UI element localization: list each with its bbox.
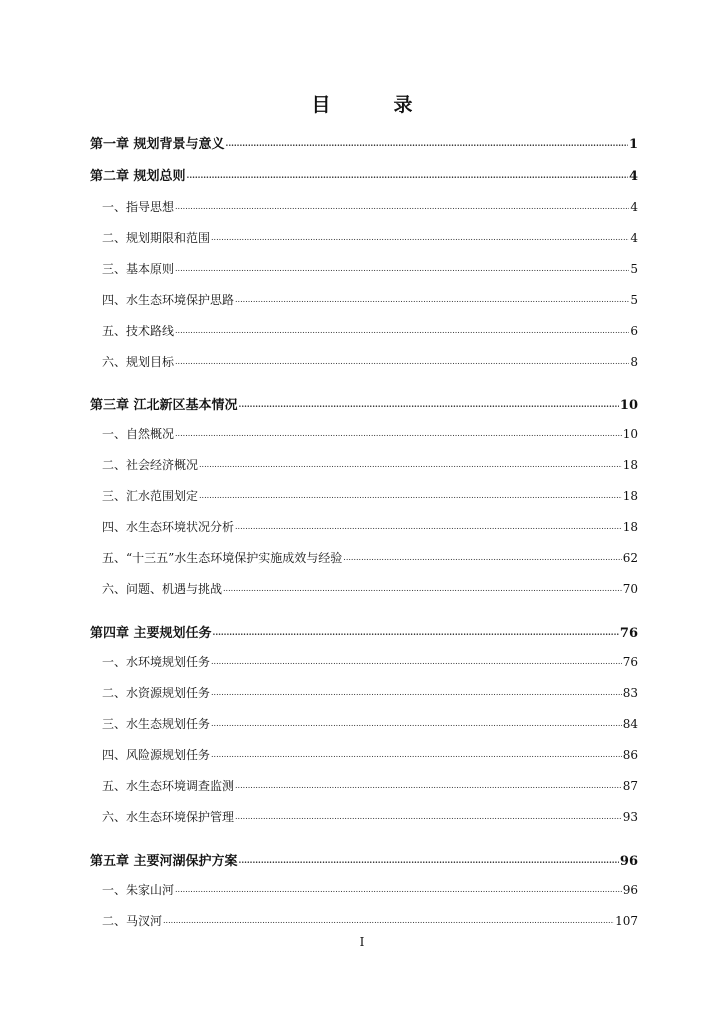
toc-entry-page: 62 — [622, 551, 638, 565]
toc-entry-page: 18 — [622, 520, 638, 534]
toc-entry-title: 五、技术路线 — [102, 324, 175, 338]
toc-entry-title: 二、社会经济概况 — [102, 458, 199, 472]
toc-section-entry[interactable] — [90, 353, 638, 373]
toc-section-entry[interactable] — [90, 518, 638, 538]
toc-chapter-entry[interactable] — [90, 622, 638, 642]
toc-section-entry[interactable] — [90, 260, 638, 280]
toc-section-entry[interactable] — [90, 456, 638, 476]
toc-entry-title: 第三章 江北新区基本情况 — [90, 398, 238, 413]
toc-section-entry[interactable] — [90, 808, 638, 828]
toc-entry-title: 第一章 规划背景与意义 — [90, 137, 225, 152]
toc-entry-title: 二、水资源规划任务 — [102, 686, 211, 700]
toc-entry-page: 87 — [622, 779, 638, 793]
toc-entry-title: 四、风险源规划任务 — [102, 748, 211, 762]
toc-dot-leader — [175, 322, 629, 336]
toc-entry-title: 五、水生态环境调查监测 — [102, 779, 235, 793]
toc-entry-page: 107 — [615, 914, 638, 928]
toc-section-entry[interactable] — [90, 715, 638, 735]
toc-entry-title: 六、水生态环境保护管理 — [102, 810, 235, 824]
toc-dot-leader — [175, 198, 629, 212]
toc-section-entry[interactable] — [90, 777, 638, 797]
toc-section-entry[interactable] — [90, 487, 638, 507]
toc-dot-leader — [226, 135, 628, 150]
toc-entry-title: 三、汇水范围划定 — [102, 489, 199, 503]
toc-entry-page: 8 — [630, 355, 638, 369]
toc-title: 目 录 — [311, 94, 435, 116]
toc-dot-leader — [163, 912, 614, 926]
toc-dot-leader — [235, 518, 622, 532]
toc-dot-leader — [175, 353, 629, 367]
toc-entry-title: 六、规划目标 — [102, 355, 175, 369]
toc-entry-page: 5 — [630, 293, 638, 307]
toc-section-entry[interactable] — [90, 229, 638, 249]
toc-dot-leader — [211, 715, 622, 729]
toc-entry-page: 96 — [619, 854, 638, 869]
toc-entry-page: 76 — [622, 655, 638, 669]
toc-dot-leader — [211, 229, 629, 243]
toc-dot-leader — [343, 549, 621, 563]
toc-chapter-entry[interactable] — [90, 133, 638, 153]
toc-entry-page: 18 — [622, 458, 638, 472]
toc-entry-title: 四、水生态环境保护思路 — [102, 293, 235, 307]
toc-entry-title: 三、基本原则 — [102, 262, 175, 276]
toc-entry-page: 4 — [630, 231, 638, 245]
toc-entry-page: 10 — [619, 398, 638, 413]
toc-entry-page: 10 — [622, 427, 638, 441]
toc-entry-page: 4 — [628, 169, 638, 184]
toc-dot-leader — [223, 580, 622, 594]
toc-entry-title: 第二章 规划总则 — [90, 169, 186, 184]
toc-entry-title: 四、水生态环境状况分析 — [102, 520, 235, 534]
toc-section-entry[interactable] — [90, 746, 638, 766]
toc-chapter-entry[interactable] — [90, 850, 638, 870]
toc-entry-page: 86 — [622, 748, 638, 762]
toc-entry-title: 三、水生态规划任务 — [102, 717, 211, 731]
toc-entry-title: 五、“十三五”水生态环境保护实施成效与经验 — [102, 551, 343, 565]
toc-entry-page: 96 — [622, 883, 638, 897]
toc-entry-page: 76 — [619, 626, 638, 641]
toc-chapter-entry[interactable] — [90, 394, 638, 414]
toc-entry-title: 一、指导思想 — [102, 200, 175, 214]
toc-chapter-entry[interactable] — [90, 165, 638, 185]
toc-entry-title: 六、问题、机遇与挑战 — [102, 582, 223, 596]
toc-dot-leader — [175, 881, 622, 895]
toc-entry-page: 84 — [622, 717, 638, 731]
toc-entry-page: 83 — [622, 686, 638, 700]
toc-dot-leader — [175, 425, 622, 439]
toc-section-entry[interactable] — [90, 684, 638, 704]
toc-dot-leader — [213, 624, 619, 639]
toc-section-entry[interactable] — [90, 291, 638, 311]
toc-entry-page: 5 — [630, 262, 638, 276]
toc-entry-title: 二、规划期限和范围 — [102, 231, 211, 245]
toc-dot-leader — [235, 777, 622, 791]
toc-entry-title: 一、自然概况 — [102, 427, 175, 441]
toc-dot-leader — [235, 291, 629, 305]
toc-entry-page: 4 — [630, 200, 638, 214]
toc-entry-page: 93 — [622, 810, 638, 824]
page-number: I — [359, 935, 365, 949]
toc-entry-page: 1 — [628, 137, 638, 152]
toc-entry-page: 6 — [630, 324, 638, 338]
toc-section-entry[interactable] — [90, 425, 638, 445]
toc-section-entry[interactable] — [90, 881, 638, 901]
toc-dot-leader — [175, 260, 629, 274]
toc-section-entry[interactable] — [90, 549, 638, 569]
toc-section-entry[interactable] — [90, 912, 638, 932]
toc-section-entry[interactable] — [90, 580, 638, 600]
toc-section-entry[interactable] — [90, 653, 638, 673]
toc-dot-leader — [199, 487, 622, 501]
toc-dot-leader — [211, 746, 622, 760]
toc-entry-page: 18 — [622, 489, 638, 503]
toc-entry-title: 一、水环境规划任务 — [102, 655, 211, 669]
toc-dot-leader — [239, 852, 619, 867]
toc-dot-leader — [211, 684, 622, 698]
toc-dot-leader — [187, 167, 628, 182]
toc-dot-leader — [211, 653, 622, 667]
toc-entry-title: 二、马汊河 — [102, 914, 163, 928]
toc-section-entry[interactable] — [90, 198, 638, 218]
toc-entry-title: 第五章 主要河湖保护方案 — [90, 854, 238, 869]
toc-dot-leader — [235, 808, 622, 822]
toc-dot-leader — [199, 456, 622, 470]
toc-entry-title: 第四章 主要规划任务 — [90, 626, 212, 641]
toc-entry-page: 70 — [622, 582, 638, 596]
toc-entry-title: 一、朱家山河 — [102, 883, 175, 897]
toc-section-entry[interactable] — [90, 322, 638, 342]
toc-dot-leader — [239, 396, 619, 411]
